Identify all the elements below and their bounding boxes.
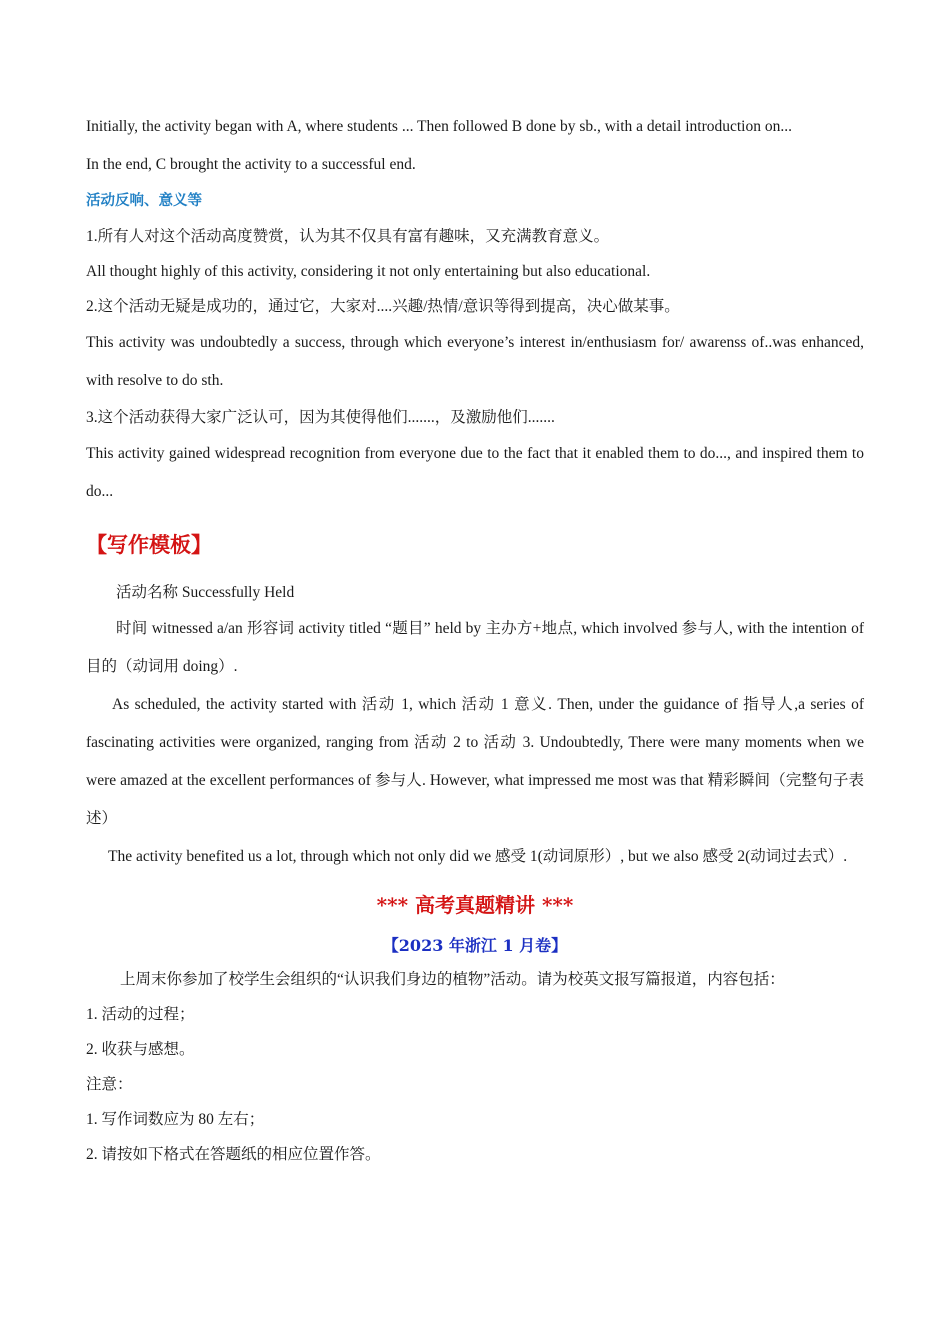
template-paragraph-1: 时间 witnessed a/an 形容词 activity titled “题目” held by 主办方+地点, which involved 参与人, with the intention of 目的（动词用 doing）.	[86, 620, 864, 675]
exam-note-label: 注意：	[86, 1076, 133, 1093]
exam-paper-label: 【2023 年浙江 1 月卷】	[382, 936, 568, 955]
response-2-english: This activity was undoubtedly a success, through which everyone’s interest in/enthusiasm for/ awarenss of..was enhanced, with resolve to do sth.	[86, 334, 864, 389]
document-page	[86, 108, 864, 1172]
response-1-chinese: 1.所有人对这个活动高度赞赏，认为其不仅具有富有趣味，又充满教育意义。	[86, 228, 610, 245]
template-title: 【写作模板】	[86, 533, 212, 557]
exam-section-title: *** 高考真题精讲 ***	[376, 893, 574, 917]
template-paragraph-2: As scheduled, the activity started with 活动 1, which 活动 1 意义. Then, under the guidance of 指导人,a series of fascinating activities were organized, ranging from 活动 2 to 活动 3. Undoubtedly, There were many moments when we were amazed at the excellent performances of 参与人. However, what impressed me most was that 精彩瞬间（完整句子表述）	[86, 696, 864, 827]
exam-note-2: 2. 请按如下格式在答题纸的相应位置作答。	[86, 1146, 381, 1163]
responses-heading: 活动反响、意义等	[86, 193, 202, 209]
intro-line-2: In the end, C brought the activity to a successful end.	[86, 156, 416, 173]
template-headline: 活动名称 Successfully Held	[116, 584, 295, 601]
response-3-english: This activity gained widespread recognition from everyone due to the fact that it enabled them to do..., and inspired them to do...	[86, 445, 864, 500]
exam-requirement-1: 1. 活动的过程；	[86, 1006, 195, 1023]
exam-requirement-2: 2. 收获与感想。	[86, 1041, 195, 1058]
response-1-english: All thought highly of this activity, considering it not only entertaining but also educational.	[86, 263, 651, 280]
intro-line-1: Initially, the activity began with A, where students ... Then followed B done by sb., with a detail introduction on...	[86, 118, 792, 135]
response-2-chinese: 2.这个活动无疑是成功的，通过它，大家对....兴趣/热情/意识等得到提高，决心做某事。	[86, 298, 680, 315]
template-paragraph-3: The activity benefited us a lot, through which not only did we 感受 1(动词原形）, but we also 感受 2(动词过去式）.	[108, 848, 848, 865]
exam-prompt: 上周末你参加了校学生会组织的“认识我们身边的植物”活动。请为校英文报写篇报道，内容包括：	[120, 971, 785, 988]
exam-note-1: 1. 写作词数应为 80 左右；	[86, 1111, 265, 1128]
response-3-chinese: 3.这个活动获得大家广泛认可，因为其使得他们.......，及激励他们.......	[86, 409, 555, 426]
